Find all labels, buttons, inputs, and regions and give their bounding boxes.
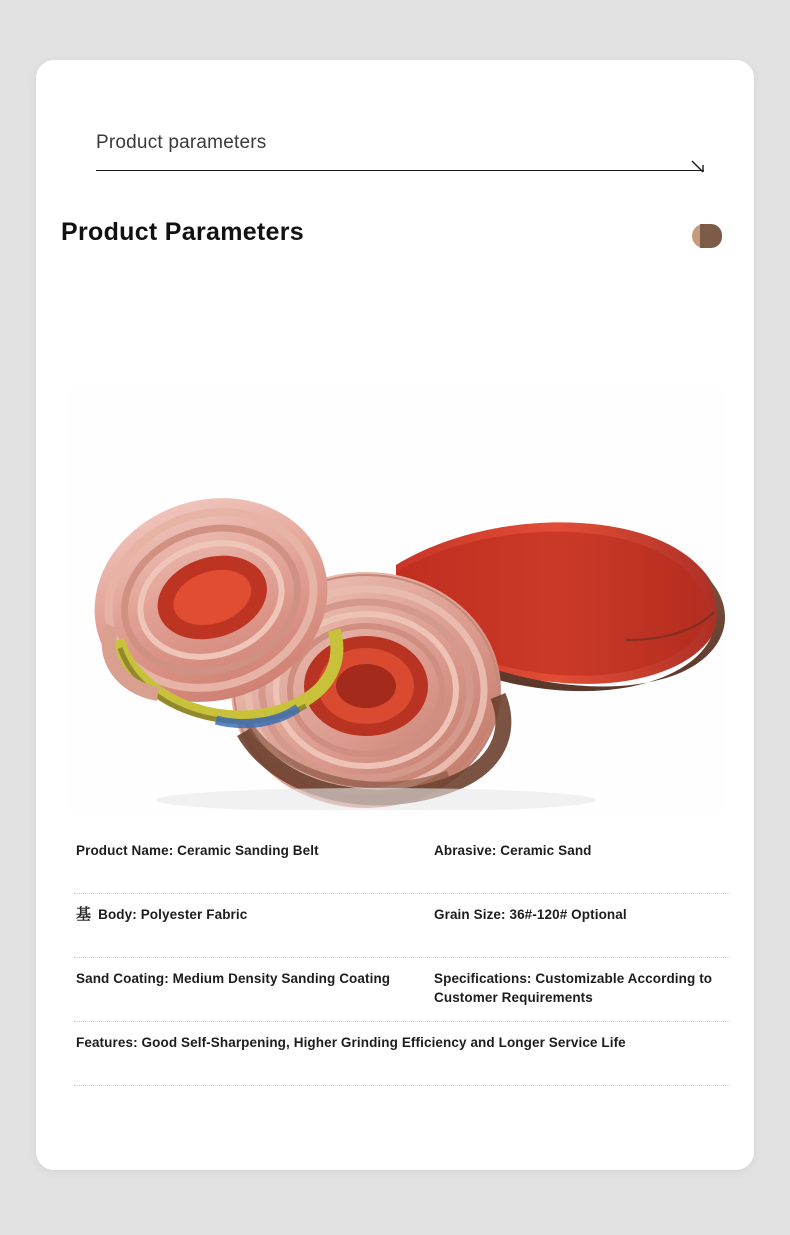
page-title: Product Parameters	[61, 218, 304, 246]
table-row	[74, 958, 730, 1022]
spec-grain-size: Grain Size: 36#-120# Optional	[434, 907, 627, 922]
table-row	[74, 830, 730, 894]
ceramic-sanding-belt-photo	[66, 390, 726, 810]
tab-header	[96, 132, 704, 171]
spec-body-value: Body: Polyester Fabric	[98, 907, 248, 922]
spec-product-name-value: Product Name: Ceramic Sanding Belt	[76, 843, 319, 858]
table-row	[74, 894, 730, 958]
arrow-down-right-icon	[691, 160, 705, 174]
spec-table	[74, 830, 730, 1086]
fabric-base-icon: 基	[76, 905, 92, 923]
spec-abrasive: Abrasive: Ceramic Sand	[434, 843, 592, 858]
spec-product-name	[74, 841, 432, 860]
product-parameters-card	[36, 60, 754, 1170]
spec-sand-coating-value: Sand Coating: Medium Density Sanding Coating	[76, 971, 391, 986]
spec-body	[74, 905, 432, 924]
spec-specifications: Specifications: Customizable According to Customer Requirements	[434, 971, 713, 1006]
badge-circle-right	[700, 224, 722, 248]
table-row	[74, 1022, 730, 1086]
two-tone-circle-badge-icon	[692, 224, 722, 248]
tab-product-parameters[interactable]: Product parameters	[96, 132, 267, 153]
tab-underline	[96, 170, 704, 171]
spec-features	[74, 1033, 730, 1052]
spec-features-value: Features: Good Self-Sharpening, Higher Grinding Efficiency and Longer Service Life	[76, 1035, 626, 1050]
spec-sand-coating	[74, 969, 432, 988]
